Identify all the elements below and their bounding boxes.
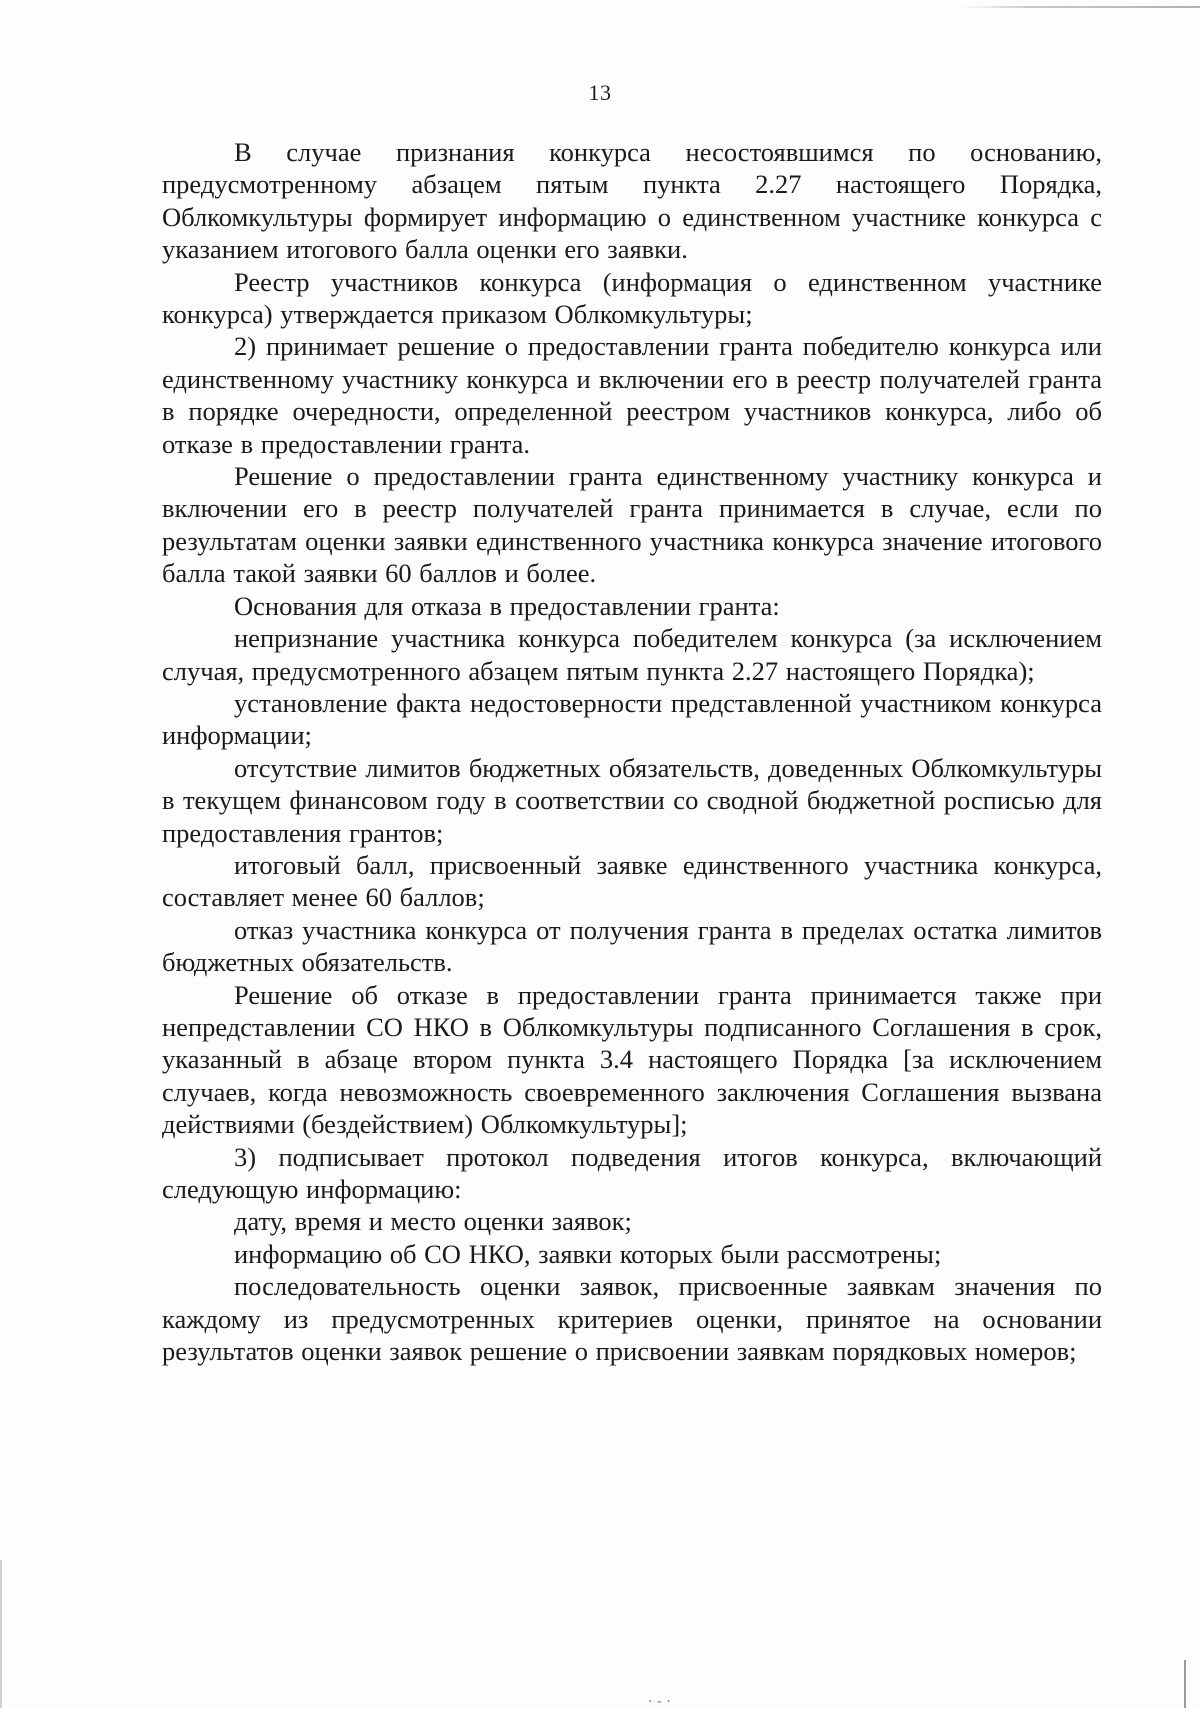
paragraph: 3) подписывает протокол подведения итогов конкурса, включающий следующую информацию: [162, 1141, 1102, 1204]
scan-artifact-top [960, 6, 1200, 8]
paragraph: дату, время и место оценки заявок; [234, 1206, 632, 1237]
paragraph: информацию об СО НКО, заявки которых были рассмотрены; [234, 1238, 942, 1269]
paragraph: установление факта недостоверности представленной участником конкурса информации; [162, 687, 1102, 751]
scan-artifact-left [0, 1560, 2, 1708]
scan-artifact-dots: · - · [648, 1694, 671, 1710]
paragraph: Основания для отказа в предоставлении гранта: [234, 590, 780, 621]
paragraph: Решение о предоставлении гранта единственному участнику конкурса и включении его в реестр получателей гранта принимается в случае, если по результатам оценки заявки единственного участника конкурса значение итогового балла такой заявки 60 баллов и более. [162, 461, 1102, 589]
page-number: 13 [588, 80, 612, 105]
paragraph: Решение об отказе в предоставлении гранта принимается также при непредставлении СО НКО в Облкомкультуры подписанного Соглашения в срок, указанный в абзаце втором пункта 3.4 настоящего Порядка [за исключением случаев, когда невозможность своевременного заключения Соглашения вызвана действиями (бездействием) Облкомкультуры]; [162, 979, 1102, 1140]
paragraph: В случае признания конкурса несостоявшимся по основанию, предусмотренному абзацем пятым пункта 2.27 настоящего Порядка, Облкомкультуры формирует информацию о единственном участнике конкурса с указанием итогового балла оценки его заявки. [162, 137, 1102, 265]
paragraph: отказ участника конкурса от получения гранта в пределах остатка лимитов бюджетных обязательств. [162, 914, 1102, 978]
document-body [162, 136, 1102, 1367]
paragraph: последовательность оценки заявок, присвоенные заявкам значения по каждому из предусмотренных критериев оценки, принятое на основании результатов оценки заявок решение о присвоении заявкам порядковых номеров; [162, 1271, 1102, 1367]
paragraph: Реестр участников конкурса (информация о единственном участнике конкурса) утверждается приказом Облкомкультуры; [162, 266, 1102, 330]
paragraph: 2) принимает решение о предоставлении гранта победителю конкурса или единственному участнику конкурса и включении его в реестр получателей гранта в порядке очередности, определенной реестром участников конкурса, либо об отказе в предоставлении гранта. [162, 331, 1102, 459]
paragraph: отсутствие лимитов бюджетных обязательств, доведенных Облкомкультуры в текущем финансовом году в соответствии со сводной бюджетной росписью для предоставления грантов; [162, 752, 1102, 848]
scan-artifact-right [1184, 1660, 1186, 1708]
paragraph: итоговый балл, присвоенный заявке единственного участника конкурса, составляет менее 60 баллов; [162, 849, 1102, 913]
paragraph: непризнание участника конкурса победителем конкурса (за исключением случая, предусмотренного абзацем пятым пункта 2.27 настоящего Порядка); [162, 623, 1102, 686]
